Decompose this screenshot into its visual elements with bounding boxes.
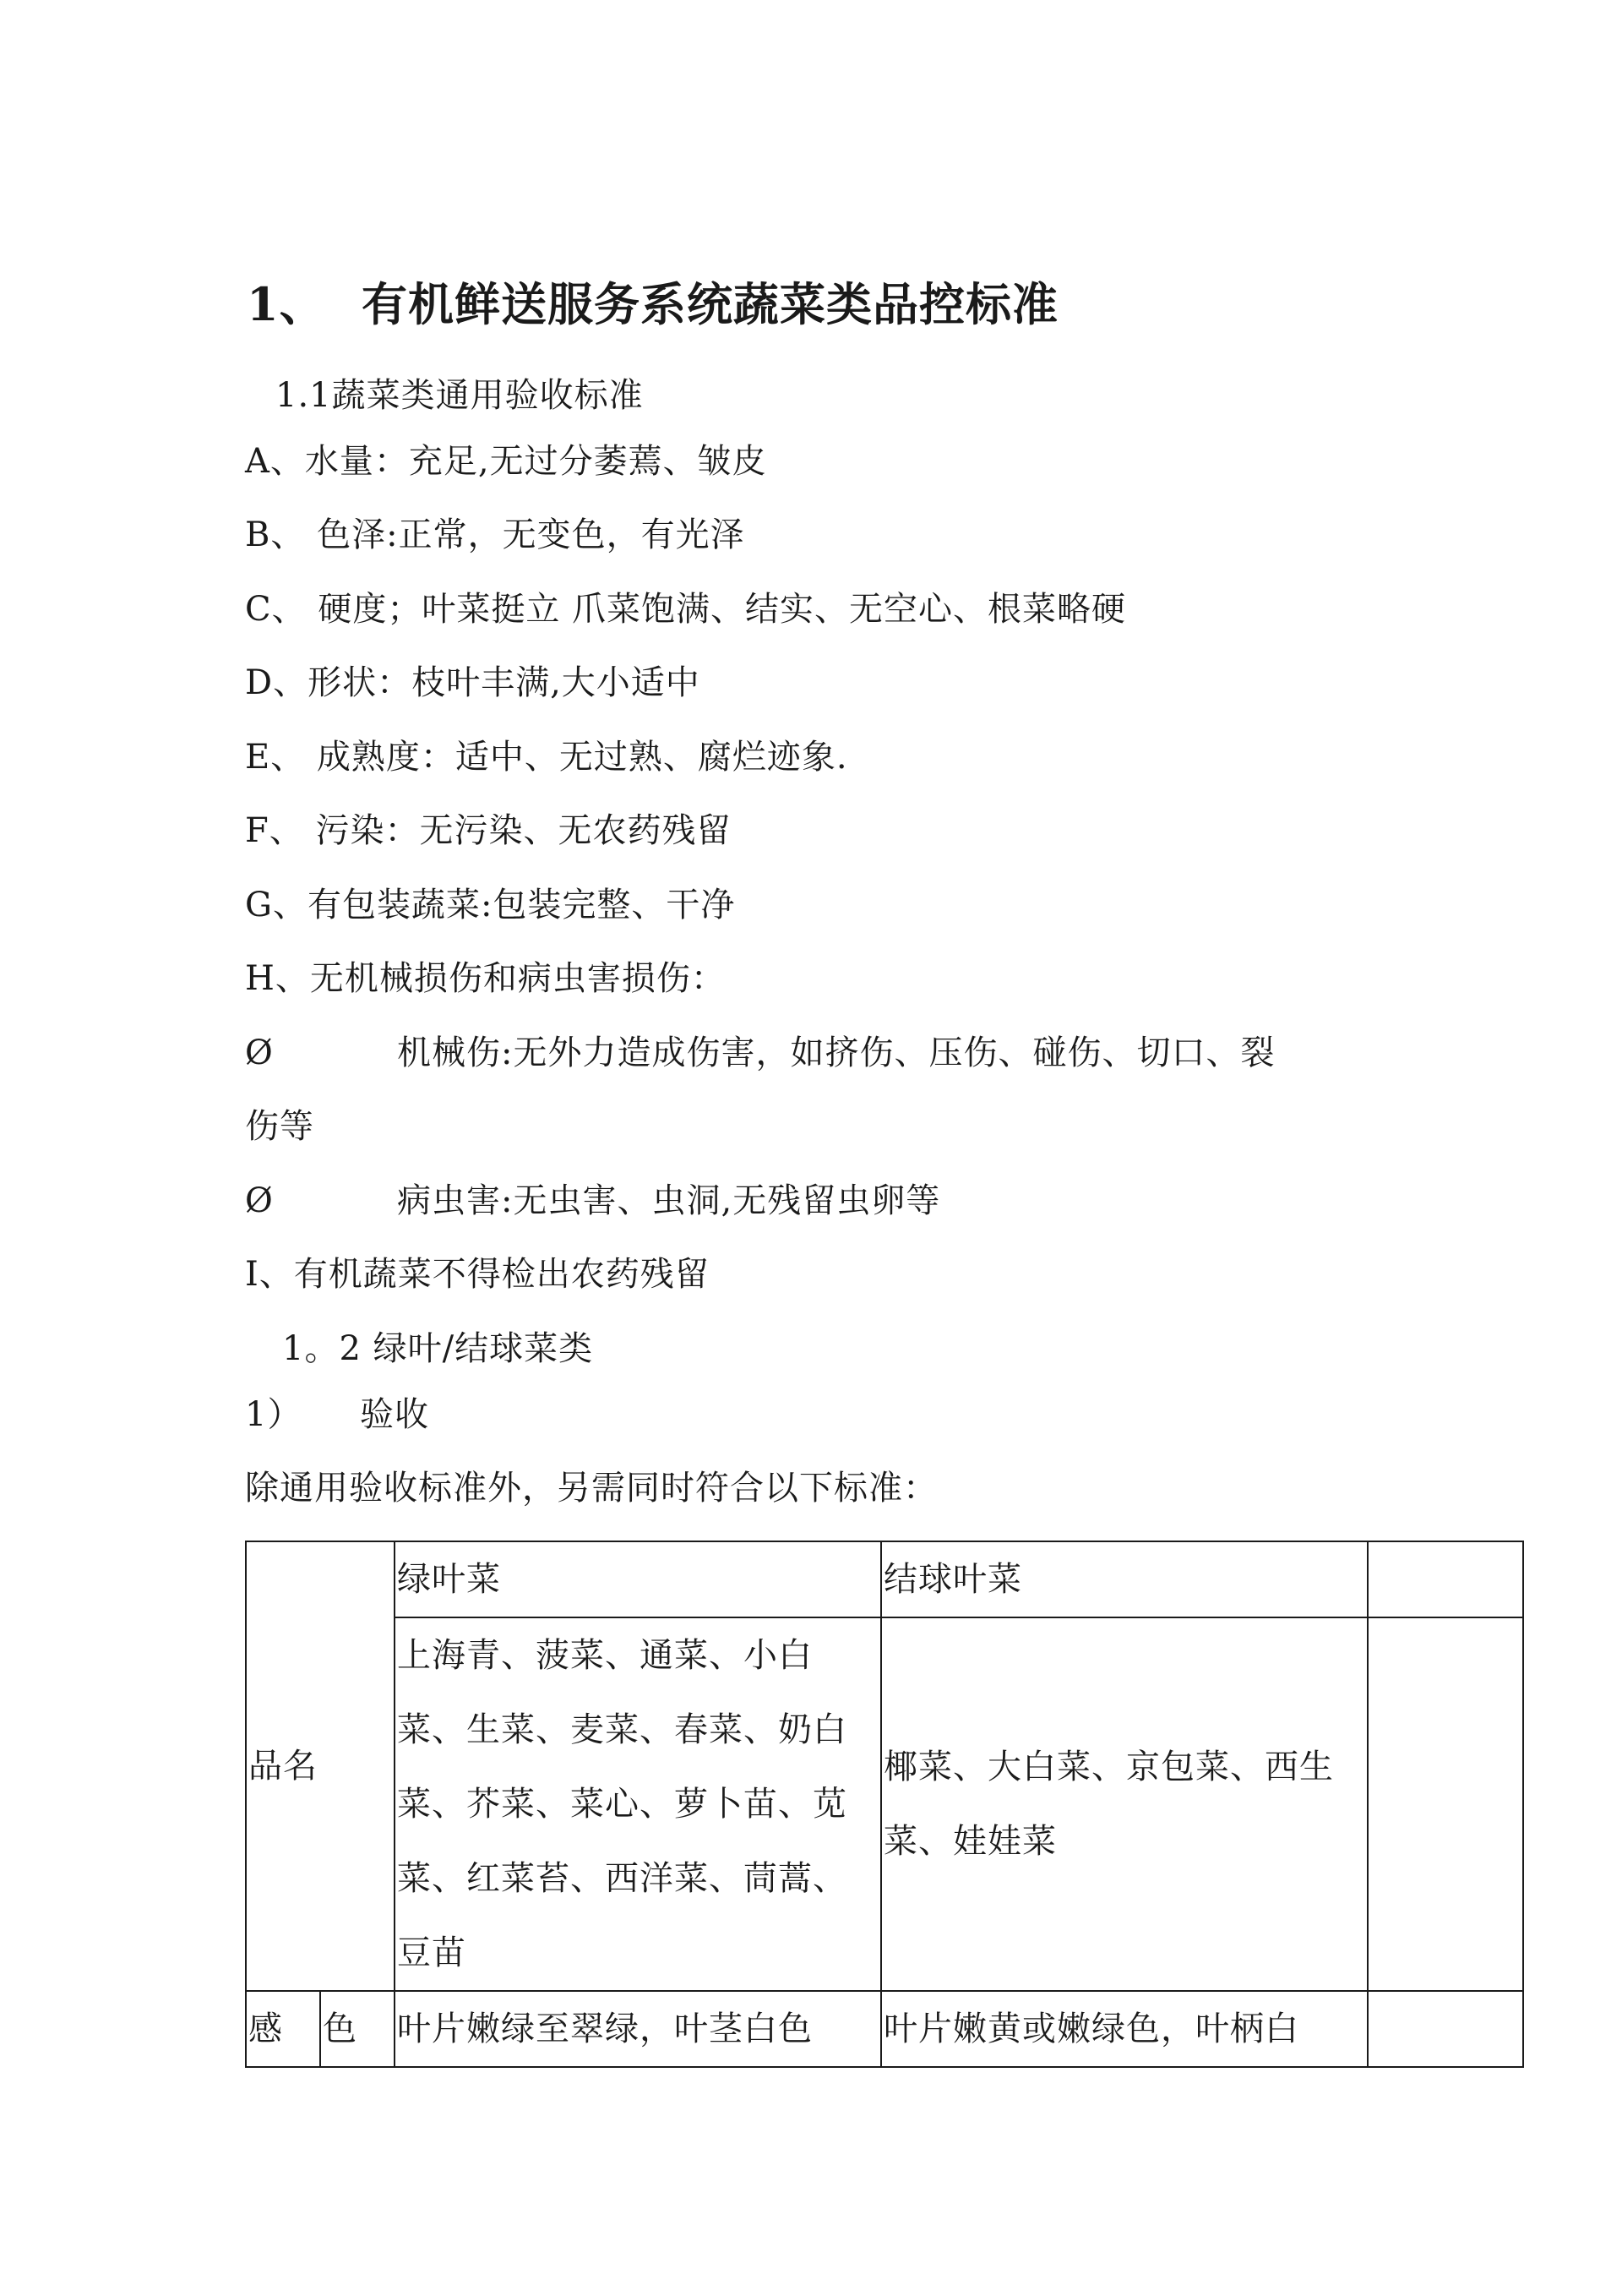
table-cell-empty: [1368, 1541, 1523, 1617]
bullet-symbol: Ø: [245, 1033, 274, 1072]
table-cell-head-names: 椰菜、大白菜、京包菜、西生菜、娃娃菜: [881, 1617, 1368, 1991]
bullet-text: 病虫害:无虫害、虫洞,无残留虫卵等: [397, 1181, 941, 1220]
subsection-title: 验收: [360, 1395, 429, 1434]
table-cell-empty: [1368, 1991, 1523, 2067]
table-cell-green-color: 叶片嫩绿至翠绿，叶茎白色: [395, 1991, 881, 2067]
section-1-2-title: 1。2 绿叶/结球菜类: [282, 1329, 594, 1368]
criterion-e: E、 成熟度：适中、无过熟、腐烂迹象.: [245, 738, 848, 777]
section-1-2-intro: 除通用验收标准外，另需同时符合以下标准：: [245, 1469, 938, 1508]
table-cell-color-label: 色: [320, 1991, 395, 2067]
bullet-pest-damage: [245, 1174, 940, 1222]
table-cell-head-color: 叶片嫩黄或嫩绿色，叶柄白: [881, 1991, 1368, 2067]
criterion-i: I、有机蔬菜不得检出农药残留: [245, 1255, 710, 1294]
heading-number: 1、: [247, 277, 326, 331]
table-row: [246, 1991, 1523, 2067]
criterion-d: D、形状：枝叶丰满,大小适中: [245, 663, 700, 702]
table-header-green-leaf: 绿叶菜: [395, 1541, 881, 1617]
heading-title: 有机鲜送服务系统蔬菜类品控标准: [362, 277, 1059, 331]
table-row: [246, 1541, 1523, 1617]
table-cell-empty: [1368, 1617, 1523, 1991]
section-1-1-title: 1.1蔬菜类通用验收标准: [275, 376, 644, 415]
document-heading: [247, 269, 1059, 334]
subsection-acceptance: [245, 1388, 429, 1436]
criterion-b: B、 色泽:正常，无变色，有光泽: [245, 515, 745, 554]
table-header-head-leaf: 结球叶菜: [881, 1541, 1368, 1617]
criterion-g: G、有包装蔬菜:包装完整、干净: [245, 886, 736, 924]
criterion-a: A、水量：充足,无过分萎蔫、皱皮: [245, 442, 767, 481]
table-cell-green-names: 上海青、菠菜、通菜、小白菜、生菜、麦菜、春菜、奶白菜、芥菜、菜心、萝卜苗、苋菜、红菜苔、西洋菜、茼蒿、豆苗: [395, 1617, 881, 1991]
table-cell-name-label: 品名: [246, 1541, 395, 1991]
table-cell-sensory-label: 感: [246, 1991, 320, 2067]
criterion-h: H、无机械损伤和病虫害损伤：: [245, 959, 726, 998]
bullet-mechanical-damage: [245, 1026, 1275, 1074]
criterion-c: C、 硬度；叶菜挺立 爪菜饱满、结实、无空心、根菜略硬: [245, 590, 1127, 629]
criterion-f: F、 污染：无污染、无农药残留: [245, 811, 732, 850]
table-row: [246, 1617, 1523, 1991]
bullet-text: 机械伤:无外力造成伤害，如挤伤、压伤、碰伤、切口、裂: [397, 1033, 1276, 1072]
vegetable-spec-table: [245, 1541, 1524, 2068]
subsection-number: 1）: [245, 1395, 302, 1434]
bullet-symbol: Ø: [245, 1181, 274, 1220]
bullet-continuation: 伤等: [245, 1107, 314, 1146]
